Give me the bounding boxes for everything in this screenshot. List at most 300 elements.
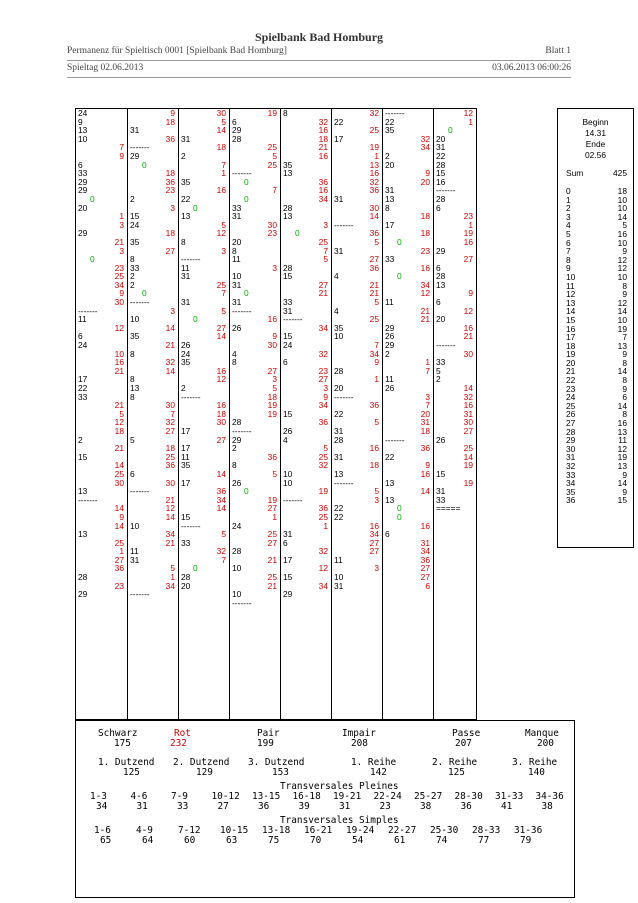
spin-number: 11 [181,451,190,462]
spin-number: 6 [283,357,288,368]
number-label: 10 [566,271,576,282]
spin-number: 14 [114,460,124,471]
separator-text: ------- [232,305,252,316]
spin-number: 36 [420,554,430,565]
spin-number: 16 [420,262,430,273]
spin-row [128,264,178,273]
spin-number: 1 [272,511,277,522]
spin-number: 18 [267,391,277,402]
spin-number: 17 [385,219,395,230]
range-count: 33 [177,801,189,812]
spin-number: 13 [283,168,293,179]
spin-number: 5 [272,150,277,161]
range-label: 31-36 [514,825,543,836]
number-label: 23 [566,383,576,394]
dutzend3-value: 153 [272,767,289,778]
rot-value: 232 [170,738,187,749]
spin-number: 21 [165,494,175,505]
spin-row [128,281,178,290]
spin-row [179,582,229,591]
spin-number: 27 [420,572,430,583]
spin-number: 5 [221,219,226,230]
reihe3-value: 140 [528,767,545,778]
spin-number: 26 [232,477,242,488]
number-label: 14 [566,306,576,317]
number-label: 19 [566,349,576,360]
number-label: 16 [566,323,576,334]
spin-number: 8 [385,202,390,213]
number-count: 8 [622,280,627,291]
spin-number: 15 [283,271,293,282]
spin-number: 18 [165,168,175,179]
spin-number: 3 [425,391,430,402]
spin-number: 27 [369,254,379,265]
spin-number: 17 [181,477,191,488]
number-count: 10 [617,314,627,325]
spin-row [76,152,127,161]
separator-text: ------- [334,477,354,488]
spin-number: 21 [369,288,379,299]
spin-number: 4 [283,434,288,445]
number-label: 24 [566,392,576,403]
spin-number: 0 [397,503,402,514]
spin-row [76,109,127,118]
spin-number: 14 [463,383,473,393]
spin-number: 36 [114,563,124,574]
number-label: 21 [566,366,576,377]
spin-number: 5 [323,254,328,265]
spin-number: 32 [318,116,328,127]
spin-number: 18 [318,133,328,144]
spin-row [383,522,433,531]
sum-value: 425 [613,168,627,178]
number-label: 22 [566,375,576,386]
spin-number: 25 [369,314,379,325]
range-label: 13-15 [252,791,281,802]
spin-number: 34 [369,529,379,540]
spin-number: 21 [165,537,175,548]
spin-number: 32 [318,348,328,359]
range-count: 23 [379,801,391,812]
spin-number: 36 [165,460,175,471]
rot-label: Rot [174,728,191,739]
spin-number: 8 [130,254,135,265]
spin-number: 13 [385,494,395,505]
spin-number: 2 [130,271,135,282]
spin-number: 24 [232,520,242,531]
number-label: 35 [566,486,576,497]
range-count: 38 [420,801,432,812]
spin-number: 0 [397,236,402,247]
spin-number: 14 [114,503,124,514]
spin-number: 11 [232,254,241,265]
spin-number: 24 [78,109,88,118]
number-label: 36 [566,495,576,506]
spin-number: 32 [463,391,473,402]
spin-number: 36 [369,400,379,411]
spin-number: 7 [425,365,430,376]
separator-text: ------- [232,597,252,608]
spin-number: 13 [369,159,379,170]
number-count: 9 [622,289,627,300]
spin-number: 31 [181,271,191,282]
spin-number: 35 [181,460,191,471]
separator-text: ------- [334,391,354,402]
number-count: 13 [617,426,627,437]
spin-number: 28 [436,159,446,170]
separator-text: ------- [232,425,252,436]
spin-number: 33 [78,168,88,179]
spin-row [179,556,229,565]
range-count: 54 [352,835,364,846]
spin-number: 8 [130,374,135,385]
spin-number: 31 [232,211,242,222]
reihe2-label: 2. Reihe [432,757,478,768]
spin-number: 19 [267,400,277,411]
number-label: 5 [566,228,571,239]
header-divider [67,60,571,61]
spin-number: 18 [216,142,226,153]
range-label: 19-21 [333,791,362,802]
spin-number: 36 [369,185,379,196]
passe-value: 207 [455,738,472,749]
spin-number: 9 [119,150,124,161]
spin-number: 22 [385,451,395,462]
spin-number: 33 [436,494,446,505]
separator-text: ------- [283,314,303,325]
spin-number: 29 [436,245,446,256]
spin-number: 31 [232,297,242,308]
number-count: 16 [617,228,627,239]
spin-number: 32 [318,546,328,557]
spin-number: 32 [369,109,379,118]
spin-number: 18 [369,460,379,471]
pair-value: 199 [257,738,274,749]
spin-number: 1 [323,520,328,531]
spin-number: 23 [463,211,473,222]
spin-number: 28 [283,262,293,273]
spin-number: 6 [436,262,441,273]
spin-number: 16 [216,365,226,376]
range-label: 7-9 [171,791,188,802]
number-label: 15 [566,314,576,325]
spin-number: 30 [463,348,473,359]
spin-number: 9 [374,357,379,368]
spin-number: 7 [221,288,226,299]
spin-number: 27 [420,563,430,574]
spin-row [179,143,229,152]
spin-number: 7 [119,142,124,153]
spin-number: 0 [142,288,147,299]
spin-number: 24 [78,340,88,351]
separator-text: ------- [130,589,150,600]
spin-number: 28 [232,133,242,144]
number-label: 29 [566,435,576,446]
spin-number: 33 [78,391,88,402]
spin-number: 15 [283,572,293,583]
spin-number: 6 [385,529,390,540]
separator-text: ------- [181,254,201,265]
spin-number: 19 [267,109,277,118]
number-count: 15 [617,495,627,506]
spin-number: 24 [181,348,191,359]
spin-row [281,221,331,230]
spin-number: 31 [181,133,191,144]
range-count: 79 [520,835,532,846]
spin-number: 35 [130,236,140,247]
spin-number: 33 [181,537,191,548]
spin-number: 31 [436,486,446,497]
spin-number: 14 [463,451,473,462]
number-statistics [557,108,634,548]
spin-number: 19 [267,494,277,505]
spin-number: 19 [318,486,328,497]
spin-number: 29 [385,340,395,351]
spin-number: 33 [283,297,293,308]
spin-number: 18 [165,116,175,127]
spin-number: 31 [385,185,395,196]
spin-number: 21 [165,340,175,351]
spin-number: 20 [334,383,344,393]
range-count: 77 [478,835,490,846]
spin-number: 23 [420,245,430,256]
spin-number: 23 [165,185,175,196]
spin-number: 22 [436,150,446,161]
spin-number: 6 [130,468,135,479]
range-label: 10-15 [220,825,249,836]
spin-number: 17 [78,374,88,385]
spin-row [128,367,178,376]
reihe3-label: 3. Reihe [512,757,558,768]
spin-number: 18 [216,408,226,419]
spin-number: 15 [283,408,293,419]
number-count: 5 [622,220,627,231]
number-label: 34 [566,478,576,489]
spin-number: 32 [420,133,430,144]
range-label: 13-18 [262,825,291,836]
spin-number: 21 [267,554,277,565]
spin-number: 5 [323,443,328,454]
spin-number: 29 [232,434,242,445]
number-label: 3 [566,211,571,222]
number-count: 12 [617,254,627,265]
spin-row [230,281,280,290]
spin-number: 7 [221,159,226,170]
spin-number: 36 [165,133,175,144]
spin-row [383,341,433,350]
pair-label: Pair [257,728,280,739]
spin-number: 27 [267,537,277,548]
spin-number: 36 [318,176,328,187]
spin-number: 13 [334,468,344,479]
begin-label: Beginn [582,117,609,127]
spin-number: 19 [369,142,379,153]
permanence-column [332,109,383,719]
spin-number: 22 [181,193,191,204]
spin-row [128,272,178,281]
spin-number: 25 [267,572,277,583]
dutzend2-label: 2. Dutzend [173,757,230,768]
spin-number: 14 [369,211,379,222]
spin-number: 13 [181,211,191,222]
spin-number: 33 [436,357,446,368]
range-count: 74 [436,835,448,846]
spin-row [179,375,229,384]
spin-number: 16 [369,168,379,179]
number-count: 19 [617,323,627,334]
range-label: 7-12 [178,825,201,836]
dutzend2-value: 129 [196,767,213,778]
spin-number: 11 [78,314,87,325]
spin-number: 25 [369,125,379,136]
spin-number: 35 [334,322,344,333]
spin-row [128,461,178,470]
number-count: 10 [617,237,627,248]
spin-row [332,298,382,307]
spin-number: 3 [374,494,379,505]
number-label: 26 [566,409,576,420]
spin-number: 5 [272,468,277,479]
spin-number: 6 [78,331,83,342]
summary-panel [75,720,575,898]
frequency-list [558,187,633,505]
range-count: 36 [460,801,472,812]
separator-text: ------- [130,297,150,308]
spin-number: 4 [334,271,339,282]
spin-number: 33 [130,262,140,273]
spin-number: 30 [267,340,277,351]
separator-text: ------- [130,486,150,497]
spin-number: 27 [165,425,175,436]
spin-number: 34 [318,193,328,204]
spin-number: 6 [283,537,288,548]
number-label: 31 [566,452,576,463]
dutzend1-value: 125 [123,767,140,778]
spin-number: 5 [272,383,277,393]
spin-number: 12 [114,417,124,428]
separator-text: ------- [181,520,201,531]
spin-number: 13 [385,193,395,204]
number-label: 1 [566,194,571,205]
number-label: 18 [566,340,576,351]
spin-row [332,264,382,273]
spin-number: 25 [267,159,277,170]
spin-row [230,350,280,359]
spin-number: 34 [420,279,430,290]
spin-number: 30 [267,219,277,230]
spin-row [76,247,127,256]
spin-row [383,229,433,238]
range-count: 38 [541,801,553,812]
spin-number: 15 [283,331,293,342]
spin-row [230,453,280,462]
number-label: 6 [566,237,571,248]
spin-number: 0 [397,511,402,522]
range-label: 16-18 [292,791,321,802]
spin-number: 31 [283,529,293,540]
spin-number: 22 [334,116,344,127]
spin-number: 26 [436,434,446,445]
spin-number: 29 [385,322,395,333]
spin-number: 2 [436,374,441,385]
spin-number: 13 [436,279,446,290]
spin-row [383,195,433,204]
spin-number: 0 [244,193,249,204]
spin-number: 14 [216,468,226,479]
spin-number: 27 [463,254,473,265]
spin-number: 16 [216,185,226,196]
spin-row [128,590,178,599]
spin-number: 11 [181,262,190,273]
spin-number: 7 [272,185,277,196]
permanence-column [179,109,230,719]
spin-number: 3 [272,262,277,273]
spin-number: 14 [216,125,226,136]
spin-number: 28 [78,572,88,583]
number-count: 13 [617,461,627,471]
spin-number: 23 [114,262,124,273]
spin-number: 3 [323,219,328,230]
spin-number: 28 [436,193,446,204]
number-count: 10 [617,194,627,205]
spin-number: 26 [385,331,395,342]
spin-number: 30 [165,400,175,411]
range-label: 22-27 [388,825,417,836]
spin-number: 17 [181,425,191,436]
spin-number: 6 [232,116,237,127]
number-label: 7 [566,246,571,257]
number-count: 11 [618,435,627,446]
spin-row [230,109,280,118]
spin-number: 34 [318,322,328,333]
spin-number: 21 [420,305,430,316]
separator-text: ------- [385,434,405,445]
range-label: 31-33 [495,791,524,802]
spin-number: 31 [420,537,430,548]
spin-number: 13 [283,211,293,222]
spin-number: 2 [385,348,390,359]
spin-number: 10 [283,468,293,479]
spin-row [332,582,382,591]
spin-number: 2 [181,383,186,393]
spin-number: 0 [90,254,95,265]
spin-number: 36 [318,417,328,428]
spin-number: 0 [90,193,95,204]
spin-number: 34 [165,580,175,591]
simples-title: Transversales Simples [280,815,399,826]
spin-row [434,118,476,127]
dutzend3-label: 3. Dutzend [248,757,305,768]
range-label: 28-30 [454,791,483,802]
spin-number: 3 [323,383,328,393]
page-title: Spielbank Bad Homburg [254,30,384,44]
spin-number: 23 [318,365,328,376]
permanence-columns [75,108,477,720]
separator-text: ------- [232,168,252,179]
spin-number: 19 [267,408,277,419]
pleines-title: Transversales Pleines [280,781,399,792]
spin-number: 26 [283,425,293,436]
number-count: 9 [622,383,627,394]
spin-number: 5 [374,486,379,497]
spin-number: 34 [369,348,379,359]
manque-label: Manque [525,728,559,739]
range-label: 25-30 [430,825,459,836]
spin-number: 10 [114,348,124,359]
spin-number: 3 [221,245,226,256]
spin-number: 4 [334,305,339,316]
spin-number: 12 [463,109,473,118]
